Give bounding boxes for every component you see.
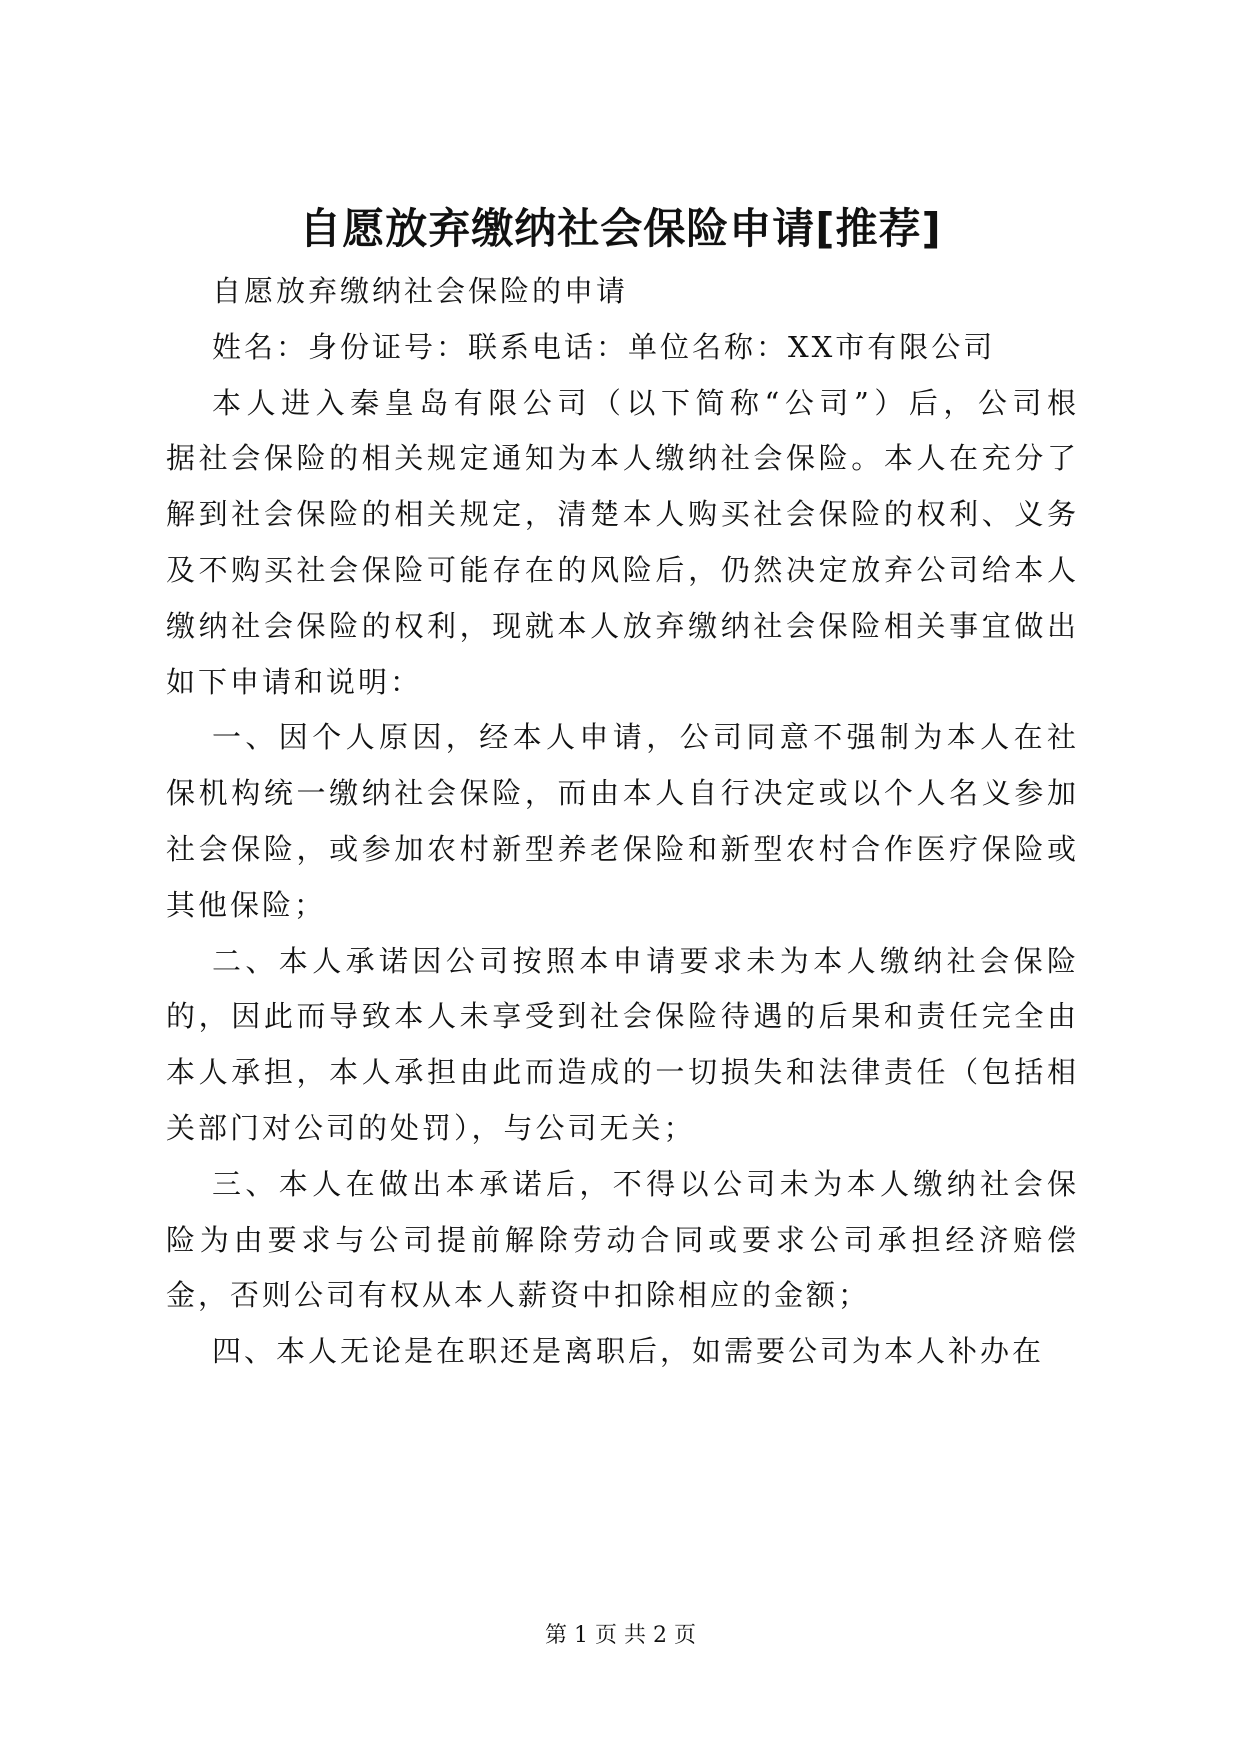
paragraph — [166, 710, 1076, 933]
text-line: 本人进入秦皇岛有限公司（以下简称“公司”）后，公司根 — [212, 385, 1076, 420]
text-line: 金，否则公司有权从本人薪资中扣除相应的金额； — [166, 1278, 871, 1313]
paragraph — [166, 264, 1076, 320]
paragraph — [166, 376, 1076, 711]
text-line: 及不购买社会保险可能存在的风险后，仍然决定放弃公司给本人 — [166, 552, 1076, 587]
paragraph — [166, 1324, 1076, 1380]
text-line: 社会保险，或参加农村新型养老保险和新型农村合作医疗保险或 — [166, 831, 1076, 866]
text-line: 其他保险； — [166, 887, 327, 922]
text-line: 三、本人在做出本承诺后，不得以公司未为本人缴纳社会保 — [212, 1166, 1076, 1201]
paragraph — [166, 934, 1076, 1157]
text-line: 的，因此而导致本人未享受到社会保险待遇的后果和责任完全由 — [166, 999, 1076, 1034]
text-line: 一、因个人原因，经本人申请，公司同意不强制为本人在社 — [212, 720, 1076, 755]
text-line: 缴纳社会保险的权利，现就本人放弃缴纳社会保险相关事宜做出 — [166, 608, 1076, 643]
text-line: 如下申请和说明： — [166, 664, 423, 699]
text-line: 本人承担，本人承担由此而造成的一切损失和法律责任（包括相 — [166, 1055, 1076, 1090]
text-line: 四、本人无论是在职还是离职后，如需要公司为本人补办在 — [212, 1334, 1045, 1369]
page-footer: 第 1 页 共 2 页 — [545, 1623, 696, 1648]
paragraph — [166, 1157, 1076, 1324]
text-line: 自愿放弃缴纳社会保险的申请 — [212, 274, 629, 308]
document-title: 自愿放弃缴纳社会保险申请[推荐] — [299, 204, 942, 253]
text-line: 险为由要求与公司提前解除劳动合同或要求公司承担经济赔偿 — [166, 1222, 1076, 1257]
paragraph — [166, 320, 1076, 376]
text-line: 解到社会保险的相关规定，清楚本人购买社会保险的权利、义务 — [166, 497, 1076, 532]
text-line: 二、本人承诺因公司按照本申请要求未为本人缴纳社会保险 — [212, 943, 1076, 978]
text-line: 关部门对公司的处罚），与公司无关； — [166, 1110, 696, 1145]
document-body — [166, 264, 1076, 1380]
text-line: 姓名：身份证号：联系电话：单位名称：XX市有限公司 — [212, 329, 996, 364]
text-line: 据社会保险的相关规定通知为本人缴纳社会保险。本人在充分了 — [166, 441, 1076, 476]
text-line: 保机构统一缴纳社会保险，而由本人自行决定或以个人名义参加 — [166, 776, 1076, 811]
